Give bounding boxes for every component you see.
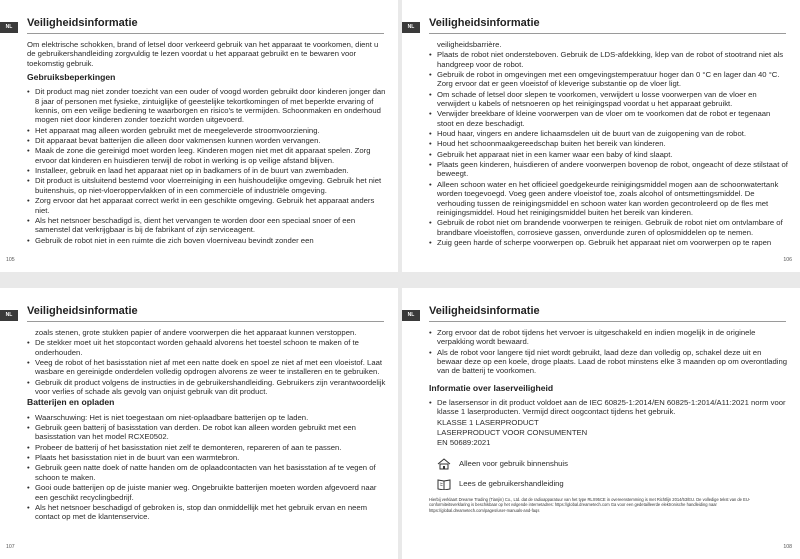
list-item: • Zuig geen harde of scherpe voorwerpen op. Gebruik het apparaat niet om voorwerpen op te rapen <box>429 238 788 247</box>
page-body <box>27 40 386 246</box>
laser-line: KLASSE 1 LASERPRODUCT <box>437 417 539 427</box>
list-item: • Zorg ervoor dat het apparaat correct werkt in een geschikte omgeving. Gebruik het apparaat anders niet. <box>27 196 386 215</box>
list-item: • Probeer de batterij of het basisstation niet zelf te demonteren, repareren of aan te passen. <box>27 443 386 452</box>
intro-paragraph: Om elektrische schokken, brand of letsel door verkeerd gebruik van het apparaat te voorkomen, dient u de gebruikershandleiding zorgvuldig te lezen voordat u het apparaat gebruikt en te bewaren voor toekomstig gebruik. <box>27 40 379 68</box>
page-body <box>429 40 788 248</box>
list-item: • Maak de zone die gereinigd moet worden leeg. Kinderen mogen niet met dit apparaat spelen. Zorg ervoor dat kinderen en huisdieren terwijl de robot in werking is op veilige afstand blijven. <box>27 146 386 165</box>
title-divider <box>429 321 786 322</box>
page-body <box>429 328 788 514</box>
language-tab: NL <box>402 22 420 33</box>
language-tab: NL <box>0 310 18 321</box>
list-item: • Zorg ervoor dat de robot tijdens het vervoer is uitgeschakeld en indien mogelijk in de originele verpakking wordt bewaard. <box>429 328 788 347</box>
title-divider <box>27 33 384 34</box>
page-title: Veiligheidsinformatie <box>27 305 138 317</box>
indoor-use-text: Alleen voor gebruik binnenshuis <box>459 459 568 469</box>
list-item: • Dit product mag niet zonder toezicht van een ouder of voogd worden gebruikt door kinderen jonger dan 8 jaar of personen met fysieke, zintuiglijke of geestelijke tekortkomingen of met beperkte ervaring of kennis, om een veilige bediening te waarborgen en risico's te vermijden. Schoonmaken en onderhoud mogen niet door kinderen zonder toezicht worden uitgevoerd. <box>27 87 386 124</box>
manual-page-107 <box>0 288 398 559</box>
list-item: • De lasersensor in dit product voldoet aan de IEC 60825-1:2014/EN 60825-1:2014/A11:2021 norm voor klasse 1 laserproducten. Vermijd direct oogcontact tijdens het gebruik. <box>429 398 788 417</box>
page-number: 105 <box>6 257 15 263</box>
list-item: • Plaats het basisstation niet in de buurt van een warmtebron. <box>27 453 386 462</box>
continuation-text: veiligheidsbarrière. <box>437 40 502 49</box>
laser-line: LASERPRODUCT VOOR CONSUMENTEN <box>437 428 588 438</box>
list-item: • Gebruik de robot niet in een ruimte die zich boven vloerniveau bevindt zonder een <box>27 236 386 245</box>
read-manual-row <box>437 478 788 490</box>
section-heading: Informatie over laserveiligheid <box>429 382 554 393</box>
list-item: • Gebruik het apparaat niet in een kamer waar een baby of kind slaapt. <box>429 150 788 159</box>
list-item: • Gebruik dit product volgens de instructies in de gebruikershandleiding. Gebruikers zijn verantwoordelijk voor verlies of schade als gevolg van onjuist gebruik van dit product. <box>27 378 386 397</box>
list-item: • Houd het schoonmaakgereedschap buiten het bereik van kinderen. <box>429 139 788 148</box>
continuation-text: zoals stenen, grote stukken papier of andere voorwerpen die het apparaat kunnen verstoppen. <box>35 328 357 337</box>
list-item: • Het apparaat mag alleen worden gebruikt met de meegeleverde stroomvoorziening. <box>27 126 386 135</box>
page-title: Veiligheidsinformatie <box>27 17 138 29</box>
bullet-list <box>429 328 788 376</box>
title-divider <box>27 321 384 322</box>
list-item: • Waarschuwing: Het is niet toegestaan om niet-oplaadbare batterijen op te laden. <box>27 413 386 422</box>
page-number: 106 <box>783 257 792 263</box>
bullet-list <box>27 328 386 396</box>
bullet-list <box>429 398 788 417</box>
page-title: Veiligheidsinformatie <box>429 305 540 317</box>
list-item: • Installeer, gebruik en laad het apparaat niet op in badkamers of in de buurt van zwembaden. <box>27 166 386 175</box>
bullet-list <box>27 87 386 245</box>
list-item: • De stekker moet uit het stopcontact worden gehaald alvorens het toestel schoon te maken of te onderhouden. <box>27 338 386 357</box>
manual-page-105 <box>0 0 398 272</box>
page-number: 107 <box>6 544 15 550</box>
list-item: • Alleen schoon water en het officieel goedgekeurde reinigingsmiddel mogen aan de schoonwatertank worden toegevoegd. Voeg geen andere vloeistof toe, zoals alcohol of ontsmettingsmiddel. De verhouding tussen de reinigingsmiddel en schoon water kan worden gecontroleerd op de fles met reinigingsmiddel. Houd het reinigingsmiddel buiten het bereik van kinderen. <box>429 180 788 217</box>
list-item: • Dit product is uitsluitend bestemd voor vloerreiniging in een huishoudelijke omgeving. Gebruik het niet buitenshuis, op niet-vloeroppervlakken of in een commerciële of industriële omgeving. <box>27 176 386 195</box>
page-number: 108 <box>783 544 792 550</box>
section-heading: Gebruiksbeperkingen <box>27 72 116 83</box>
list-item: • Gebruik geen batterij of basisstation van derden. De robot kan alleen worden gebruikt met een basisstation van het model RCXE0502. <box>27 423 386 442</box>
list-item: • Gebruik de robot in omgevingen met een omgevingstemperatuur hoger dan 0 °C en lager dan 40 °C. Zorg ervoor dat er geen vloeistof of kleverige substantie op de vloer ligt. <box>429 70 788 89</box>
list-item: • Plaats de robot niet ondersteboven. Gebruik de LDS-afdekking, klep van de robot of stootrand niet als handgreep voor de robot. <box>429 50 788 69</box>
book-icon <box>437 478 451 490</box>
list-item: • Veeg de robot of het basisstation niet af met een natte doek en spoel ze niet af met een vloeistof. Laat wasbare en gereinigde onderdelen volledig opdrogen alvorens ze weer te installeren en te gebruiken. <box>27 358 386 377</box>
list-item: • Houd haar, vingers en andere lichaamsdelen uit de buurt van de zuigopening van de robot. <box>429 129 788 138</box>
house-icon <box>437 458 451 470</box>
list-item: • Als het netsnoer beschadigd is, dient het vervangen te worden door een speciaal snoer of een samenstel dat verkrijgbaar is bij de fabrikant of zijn serviceagent. <box>27 216 386 235</box>
page-title: Veiligheidsinformatie <box>429 17 540 29</box>
bullet-list <box>429 40 788 247</box>
list-item: • Gooi oude batterijen op de juiste manier weg. Ongebruikte batterijen moeten worden afgevoerd naar een geschikt recyclingbedrijf. <box>27 483 386 502</box>
list-item: • Dit apparaat bevat batterijen die alleen door vakmensen kunnen worden vervangen. <box>27 136 386 145</box>
page-body <box>27 328 386 523</box>
section-heading: Batterijen en opladen <box>27 397 115 408</box>
list-item: • Gebruik geen natte doek of natte handen om de oplaadcontacten van het basisstation af te vegen of schoon te maken. <box>27 463 386 482</box>
list-item: • Als de robot voor langere tijd niet wordt gebruikt, laad deze dan volledig op, schakel deze uit en bewaar deze op een koele, droge plaats. Laad de robot minstens elke 3 maanden op om overontlading van de batterij te voorkomen. <box>429 348 788 376</box>
language-tab: NL <box>402 310 420 321</box>
title-divider <box>429 33 786 34</box>
read-manual-text: Lees de gebruikershandleiding <box>459 479 564 489</box>
laser-line: EN 50689:2021 <box>437 438 491 448</box>
list-item: • Plaats geen kinderen, huisdieren of andere voorwerpen bovenop de robot, ongeacht of deze stilstaat of beweegt. <box>429 160 788 179</box>
language-tab: NL <box>0 22 18 33</box>
list-item: • Gebruik de robot niet om brandende voorwerpen te reinigen. Gebruik de robot niet om ontvlambare of brandbare vloeistoffen, corrosieve gassen, onverdunde zuren of oplosmiddelen op te nemen. <box>429 218 788 237</box>
manual-page-108 <box>402 288 800 559</box>
bullet-list <box>27 413 386 522</box>
list-item: • Verwijder breekbare of kleine voorwerpen van de vloer om te voorkomen dat de robot er tegenaan stoot en deze beschadigt. <box>429 109 788 128</box>
declaration-fine-print: Hierbij verklaart Dreame Trading (Tianjin) Co., Ltd. dat de radioapparatuur van het type RLX95CE in overeenstemming is met Richtlijn 2014/53/EU. De volledige tekst van de EU-conformiteitsverklaring is beschikbaar op het volgende internetadres: https://global.dreametech.com Ga voor een gedetailleerde elektronische handleiding naar https://global.dreametech.com/pages/user-manuals-and-faqs <box>429 496 751 513</box>
laser-class-block <box>429 418 788 448</box>
list-item: • Om schade of letsel door slepen te voorkomen, verwijdert u losse voorwerpen van de vloer en verwijdert u kabels of netsnoeren op het reinigingspad voordat u het apparaat gebruikt. <box>429 90 788 109</box>
indoor-use-row <box>437 458 788 470</box>
manual-page-106 <box>402 0 800 272</box>
list-item: • Als het netsnoer beschadigd of gebroken is, stop dan onmiddellijk met het gebruik ervan en neem contact op met de klantenservice. <box>27 503 386 522</box>
